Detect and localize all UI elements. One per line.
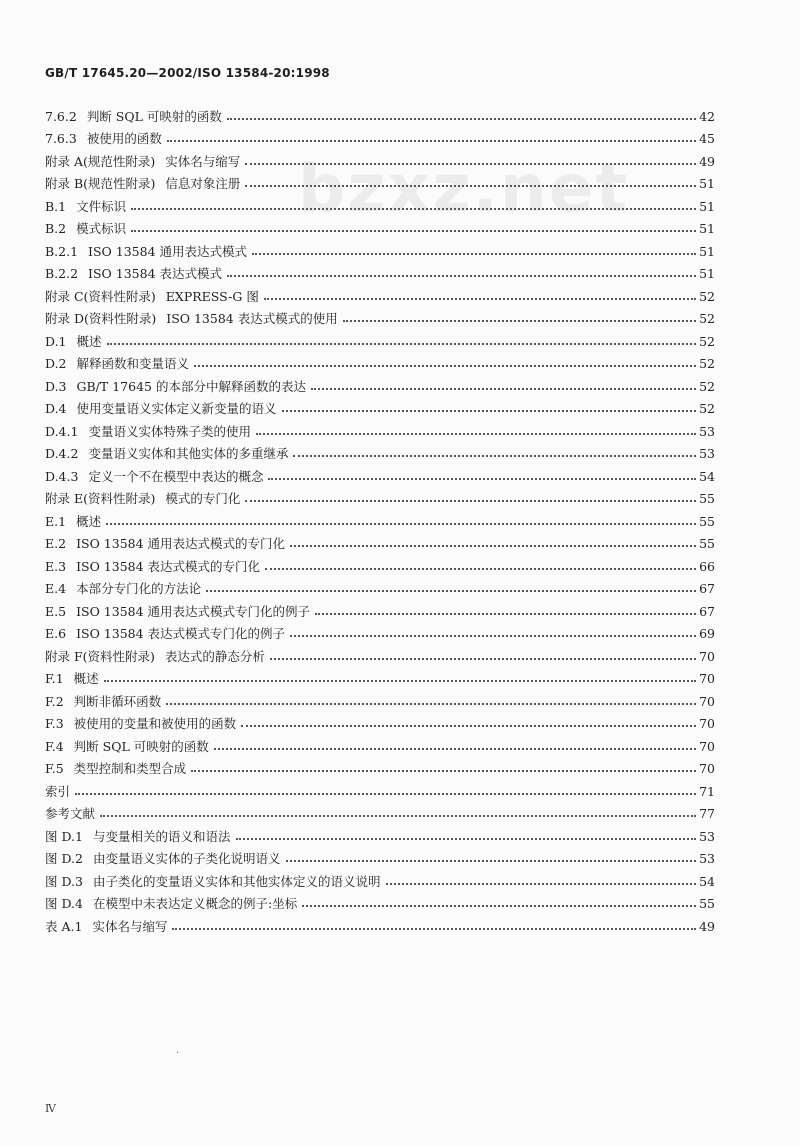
toc-entry-title: 判断非循环函数 <box>73 693 162 709</box>
toc-entry-number: E.2 <box>45 536 67 551</box>
toc-entry-page: 53 <box>699 423 715 439</box>
toc-entry-page: 51 <box>699 198 715 214</box>
toc-entry[interactable] <box>45 371 715 394</box>
dot-leader <box>245 162 696 165</box>
dot-leader <box>293 454 696 457</box>
toc-entry-number: F.4 <box>45 738 64 754</box>
toc-entry[interactable] <box>45 461 715 484</box>
dot-leader <box>106 522 696 525</box>
toc-entry-number: B.2.2 <box>45 266 79 281</box>
toc-entry-title: 实体名与缩写 <box>92 918 168 934</box>
standard-number-header: GB/T 17645.20—2002/ISO 13584-20:1998 <box>45 66 330 80</box>
dot-leader <box>256 432 696 435</box>
toc-entry-title: 由子类化的变量语义实体和其他实体定义的语义说明 <box>92 873 381 889</box>
toc-entry-number: D.3 <box>45 378 67 394</box>
toc-entry[interactable] <box>45 506 715 529</box>
toc-entry-page: 52 <box>699 401 715 416</box>
toc-entry-title: ISO 13584 表达式模式的使用 <box>166 311 338 326</box>
page-number: Ⅳ <box>45 1102 56 1115</box>
toc-entry-title: ISO 13584 通用表达式模式 <box>88 243 248 259</box>
dot-leader <box>227 117 696 120</box>
dot-leader <box>172 927 696 930</box>
toc-entry-number: D.1 <box>45 333 67 349</box>
toc-entry-title: EXPRESS-G 图 <box>165 288 259 304</box>
toc-entry-page: 45 <box>699 131 715 146</box>
dot-leader <box>131 207 696 210</box>
toc-entry-title: 概述 <box>76 333 102 349</box>
toc-entry[interactable] <box>45 394 715 417</box>
toc-entry-number: F.3 <box>45 716 64 731</box>
toc-entry-page: 70 <box>699 738 715 754</box>
toc-entry-number: E.5 <box>45 603 67 619</box>
toc-entry[interactable] <box>45 191 715 214</box>
toc-entry-title: 定义一个不在模型中表达的概念 <box>88 468 264 484</box>
toc-entry[interactable] <box>45 551 715 574</box>
dot-leader <box>264 297 696 300</box>
toc-entry-number: 图 D.4 <box>45 896 83 911</box>
dot-leader <box>302 904 696 907</box>
toc-entry-page: 54 <box>699 873 715 889</box>
toc-entry-page: 70 <box>699 761 715 776</box>
dot-leader <box>214 747 696 750</box>
toc-entry-title: 模式的专门化 <box>165 491 241 506</box>
toc-entry-title: 与变量相关的语义和语法 <box>92 828 231 844</box>
toc-entry-number: 附录 C(资料性附录) <box>45 288 156 304</box>
toc-entry-number: D.4.3 <box>45 468 79 484</box>
toc-entry-page: 52 <box>699 378 715 394</box>
toc-entry-page: 71 <box>699 783 715 799</box>
toc-entry[interactable] <box>45 844 715 867</box>
toc-entry-number: D.4.1 <box>45 423 79 439</box>
toc-entry-page: 52 <box>699 311 715 326</box>
toc-entry-number: 图 D.3 <box>45 873 83 889</box>
toc-entry[interactable] <box>45 574 715 597</box>
toc-entry-title: 被使用的函数 <box>86 131 162 146</box>
dot-leader <box>265 567 696 570</box>
toc-entry-number: 附录 E(资料性附录) <box>45 491 156 506</box>
watermark: bzxz.net <box>298 150 630 227</box>
dot-leader <box>245 499 696 502</box>
dot-leader <box>104 679 696 682</box>
toc-entry-title: 概述 <box>73 671 99 686</box>
toc-entry-page: 66 <box>699 558 715 574</box>
toc-entry[interactable] <box>45 304 715 327</box>
toc-entry-number: 表 A.1 <box>45 918 83 934</box>
toc-entry-title: 在模型中未表达定义概念的例子:坐标 <box>92 896 298 911</box>
dot-leader <box>311 387 696 390</box>
toc-entry-title: ISO 13584 表达式模式专门化的例子 <box>76 626 286 641</box>
dot-leader <box>286 859 697 862</box>
toc-entry-number: B.2.1 <box>45 243 79 259</box>
toc-entry-number: D.2 <box>45 356 67 371</box>
toc-entry-page: 70 <box>699 648 715 664</box>
toc-entry[interactable] <box>45 619 715 642</box>
toc-entry-page: 51 <box>699 221 715 236</box>
toc-entry-title: 变量语义实体特殊子类的使用 <box>88 423 251 439</box>
toc-entry[interactable] <box>45 731 715 754</box>
toc-entry-title: 解释函数和变量语义 <box>76 356 190 371</box>
dot-leader <box>227 274 696 277</box>
dot-leader <box>245 184 696 187</box>
dot-leader <box>236 837 697 840</box>
toc-entry[interactable] <box>45 169 715 192</box>
toc-entry[interactable] <box>45 664 715 687</box>
dot-leader <box>241 724 696 727</box>
toc-entry-title: 变量语义实体和其他实体的多重继承 <box>88 446 289 461</box>
toc-entry[interactable] <box>45 596 715 619</box>
toc-entry-number: 图 D.1 <box>45 828 83 844</box>
dot-leader <box>100 814 696 817</box>
toc-entry-page: 70 <box>699 716 715 731</box>
dot-leader <box>107 342 696 345</box>
toc-entry[interactable] <box>45 326 715 349</box>
toc-entry-page: 55 <box>699 536 715 551</box>
toc-entry-page: 52 <box>699 356 715 371</box>
toc-entry[interactable] <box>45 529 715 552</box>
toc-entry-page: 52 <box>699 288 715 304</box>
toc-entry-number: E.3 <box>45 558 67 574</box>
toc-entry-page: 69 <box>699 626 715 641</box>
toc-entry-number: F.1 <box>45 671 64 686</box>
toc-entry-title: 信息对象注册 <box>165 176 241 191</box>
dot-leader <box>268 477 696 480</box>
toc-entry-page: 53 <box>699 446 715 461</box>
toc-entry[interactable] <box>45 259 715 282</box>
dot-leader <box>194 364 696 367</box>
toc-entry-title: 类型控制和类型合成 <box>73 761 187 776</box>
toc-entry-title: 判断 SQL 可映射的函数 <box>86 108 222 124</box>
toc-entry[interactable] <box>45 889 715 912</box>
toc-entry-number: 7.6.2 <box>45 108 77 124</box>
dot-leader <box>343 319 696 322</box>
toc-entry-page: 77 <box>699 806 715 821</box>
toc-entry-number: D.4.2 <box>45 446 79 461</box>
dot-leader <box>290 544 696 547</box>
toc-entry-number: 索引 <box>45 783 71 799</box>
toc-entry-number: E.4 <box>45 581 67 596</box>
dot-leader <box>282 409 696 412</box>
toc-entry-number: 附录 F(资料性附录) <box>45 648 155 664</box>
toc-entry-page: 55 <box>699 491 715 506</box>
toc-entry-page: 54 <box>699 468 715 484</box>
toc-entry-title: ISO 13584 表达式模式的专门化 <box>76 558 261 574</box>
dot-leader <box>191 769 696 772</box>
dot-leader <box>252 252 696 255</box>
dot-leader <box>315 612 696 615</box>
toc-entry[interactable] <box>45 641 715 664</box>
toc-entry-page: 53 <box>699 851 715 866</box>
toc-entry[interactable] <box>45 439 715 462</box>
toc-entry-number: E.1 <box>45 513 67 529</box>
toc-entry[interactable] <box>45 911 715 934</box>
toc-entry-title: ISO 13584 表达式模式 <box>88 266 223 281</box>
toc-entry[interactable] <box>45 214 715 237</box>
toc-entry[interactable] <box>45 709 715 732</box>
toc-entry-number: F.5 <box>45 761 64 776</box>
toc-entry-number: E.6 <box>45 626 67 641</box>
toc-entry-page: 42 <box>699 108 715 124</box>
toc-entry[interactable] <box>45 484 715 507</box>
toc-entry-number: 图 D.2 <box>45 851 83 866</box>
toc-entry[interactable] <box>45 124 715 147</box>
toc-entry-page: 53 <box>699 828 715 844</box>
toc-entry-number: 参考文献 <box>45 806 96 821</box>
toc-entry-page: 67 <box>699 581 715 596</box>
dot-leader <box>386 882 697 885</box>
dot-leader <box>206 589 696 592</box>
toc-entry-title: GB/T 17645 的本部分中解释函数的表达 <box>76 378 306 394</box>
toc-entry-number: 附录 B(规范性附录) <box>45 176 156 191</box>
toc-entry[interactable] <box>45 754 715 777</box>
toc-entry-title: 使用变量语义实体定义新变量的语义 <box>76 401 277 416</box>
toc-entry-page: 49 <box>699 153 715 169</box>
toc-entry-page: 49 <box>699 918 715 934</box>
toc-entry[interactable] <box>45 866 715 889</box>
toc-entry-number: B.2 <box>45 221 67 236</box>
toc-entry-title: 模式标识 <box>76 221 127 236</box>
toc-entry-title: 判断 SQL 可映射的函数 <box>73 738 209 754</box>
toc-entry-title: 概述 <box>76 513 102 529</box>
stray-mark: · <box>176 1048 180 1059</box>
toc-entry-title: ISO 13584 通用表达式模式专门化的例子 <box>76 603 311 619</box>
toc-entry-page: 70 <box>699 671 715 686</box>
toc-entry-title: 表达式的静态分析 <box>164 648 265 664</box>
dot-leader <box>167 139 696 142</box>
table-of-contents <box>45 101 715 934</box>
toc-entry-page: 51 <box>699 266 715 281</box>
toc-entry[interactable] <box>45 821 715 844</box>
toc-entry-number: 7.6.3 <box>45 131 77 146</box>
toc-entry-number: D.4 <box>45 401 67 416</box>
toc-entry[interactable] <box>45 799 715 822</box>
dot-leader <box>166 702 696 705</box>
toc-entry[interactable] <box>45 776 715 799</box>
toc-entry-number: F.2 <box>45 693 64 709</box>
toc-entry-title: 被使用的变量和被使用的函数 <box>73 716 237 731</box>
toc-entry-page: 51 <box>699 243 715 259</box>
toc-entry-title: 实体名与缩写 <box>165 153 241 169</box>
toc-entry-page: 55 <box>699 896 715 911</box>
toc-entry-page: 70 <box>699 693 715 709</box>
toc-entry-title: 文件标识 <box>76 198 127 214</box>
toc-entry[interactable] <box>45 281 715 304</box>
toc-entry-title: 本部分专门化的方法论 <box>76 581 202 596</box>
toc-entry-number: B.1 <box>45 198 67 214</box>
toc-entry[interactable] <box>45 686 715 709</box>
toc-entry-page: 51 <box>699 176 715 191</box>
dot-leader <box>270 657 696 660</box>
toc-entry-page: 67 <box>699 603 715 619</box>
toc-entry-page: 55 <box>699 513 715 529</box>
dot-leader <box>290 634 696 637</box>
toc-entry-title: ISO 13584 通用表达式模式的专门化 <box>76 536 286 551</box>
dot-leader <box>75 792 696 795</box>
toc-entry[interactable] <box>45 236 715 259</box>
toc-entry[interactable] <box>45 416 715 439</box>
toc-entry[interactable] <box>45 101 715 124</box>
toc-entry-number: 附录 D(资料性附录) <box>45 311 157 326</box>
toc-entry[interactable] <box>45 146 715 169</box>
toc-entry[interactable] <box>45 349 715 372</box>
toc-entry-title: 由变量语义实体的子类化说明语义 <box>92 851 281 866</box>
dot-leader <box>131 229 696 232</box>
toc-entry-page: 52 <box>699 333 715 349</box>
toc-entry-number: 附录 A(规范性附录) <box>45 153 156 169</box>
